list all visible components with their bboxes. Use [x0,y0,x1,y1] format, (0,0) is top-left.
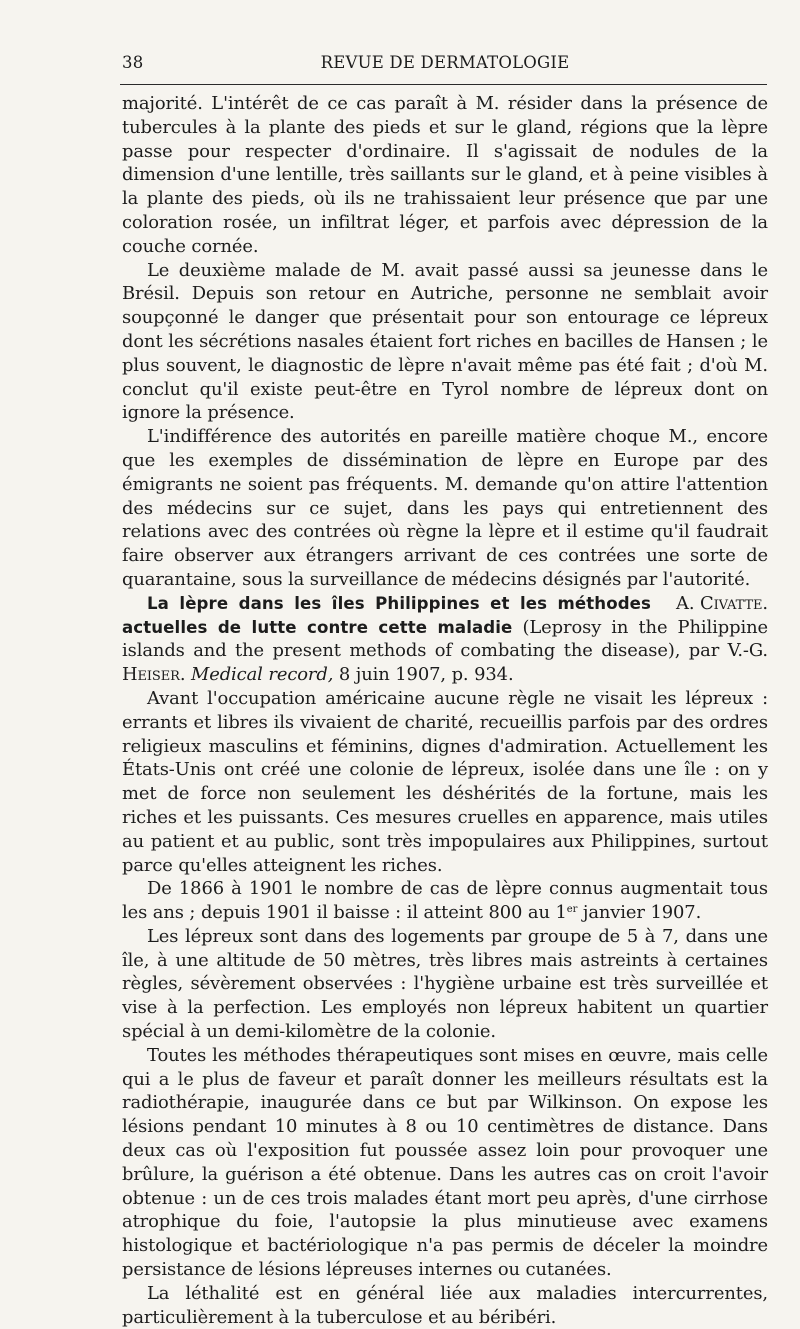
paragraph: Le deuxième malade de M. avait passé aussi sa jeunesse dans le Brésil. Depuis son retour en Autriche, personne ne semblait avoir soupçonné le danger que présentait pour son entourage ce lépreux dont les sécrétions nasales étaient fort riches en bacilles de Hansen ; le plus souvent, le diagnostic de lèpre n'avait même pas été fait ; d'où M. conclut qu'il existe peut-être en Tyrol nombre de lépreux dont on ignore la présence. [122,259,768,424]
paragraph [122,425,768,614]
running-header [122,50,768,76]
article-author: Heiser [122,664,180,686]
header-rule [120,84,767,85]
author-signature: A. Civatte. [676,592,768,614]
paragraph-text-end: janvier 1907. [577,902,702,924]
superscript: er [566,904,578,916]
paragraph-text: L'indifférence des autorités en pareille matière choque M., encore que les exemples de dissémination de lèpre en Europe par des émigrants ne soient pas fréquents. M. demande qu'on attire l'attention des médecins sur ce sujet, dans les pays qui entretiennent des relations avec des contrées où règne la lèpre et il estime qu'il faudrait faire observer aux étrangers arrivant de ces contrées une sorte de quarantaine, sous la surveillance de médecins désignés par l'autorité. [122,426,768,590]
running-title: REVUE DE DERMATOLOGIE [320,53,570,72]
paragraph-text: De 1866 à 1901 le nombre de cas de lèpre connus augmentait tous les ans ; depuis 1901 il baisse : il atteint 800 au 1 [122,878,768,924]
paragraph: majorité. L'intérêt de ce cas paraît à M. résider dans la présence de tubercules à la plante des pieds et sur le gland, régions que la lèpre passe pour respecter d'ordinaire. Il s'agissait de nodules de la dimension d'une lentille, très saillants sur le gland, et à peine visibles à la plante des pieds, où ils ne trahissaient leur présence que par une coloration rosée, un infiltrat léger, et parfois avec dépression de la couche cornée. [122,93,768,257]
article-reference: (Leprosy in the Philippine islands and the present methods of combating the disease), par V.-G. [122,616,768,662]
paragraph: La léthalité est en général liée aux maladies intercurrentes, particulièrement à la tuberculose et au béribéri. [122,1282,768,1328]
paragraph: Les lépreux sont dans des logements par groupe de 5 à 7, dans une île, à une altitude de 50 mètres, très libres mais astreints à certaines règles, sévèrement observées : l'hygiène urbaine est très surveillée et vise à la perfection. Les employés non lépreux habitent un quartier spécial à un demi-kilomètre de la colonie. [122,925,768,1043]
body-text [122,92,768,1329]
paragraph: Toutes les méthodes thérapeutiques sont mises en œuvre, mais celle qui a le plus de faveur et paraît donner les meilleurs résultats est la radiothérapie, inaugurée dans ce but par Wilkinson. On expose les lésions pendant 10 minutes à 8 ou 10 centimètres de distance. Dans deux cas où l'exposition fut poussée assez loin pour provoquer une brûlure, la guérison a été obtenue. Dans les autres cas on croit l'avoir obtenue : un de ces trois malades étant mort peu après, d'une cirrhose atrophique du foie, l'autopsie la plus minutieuse avec examens histologique et bactériologique n'a pas permis de déceler la moindre persistance de lésions lépreuses internes ou cutanées. [122,1044,768,1281]
paragraph: Avant l'occupation américaine aucune règle ne visait les lépreux : errants et libres ils vivaient de charité, recueillis parfois par des ordres religieux masculins et féminins, dignes d'admiration. Actuellement les États-Unis ont créé une colonie de lépreux, isolée dans une île : on y met de force non seulement les déshérités de la fortune, mais les riches et les puissants. Ces mesures cruelles en apparence, mais utiles au patient et au public, sont très impopulaires aux Philippines, surtout parce qu'elles atteignent les riches. [122,687,768,876]
journal-name: Medical record, [191,664,334,686]
paragraph [122,877,768,925]
page-number: 38 [122,53,144,72]
article-title: La lèpre dans les îles Philippines et les méthodes actuelles de lutte contre cette maladie [122,593,652,637]
article-date: 8 juin 1907, p. 934. [333,664,514,686]
article-reference-sep: . [179,664,191,686]
